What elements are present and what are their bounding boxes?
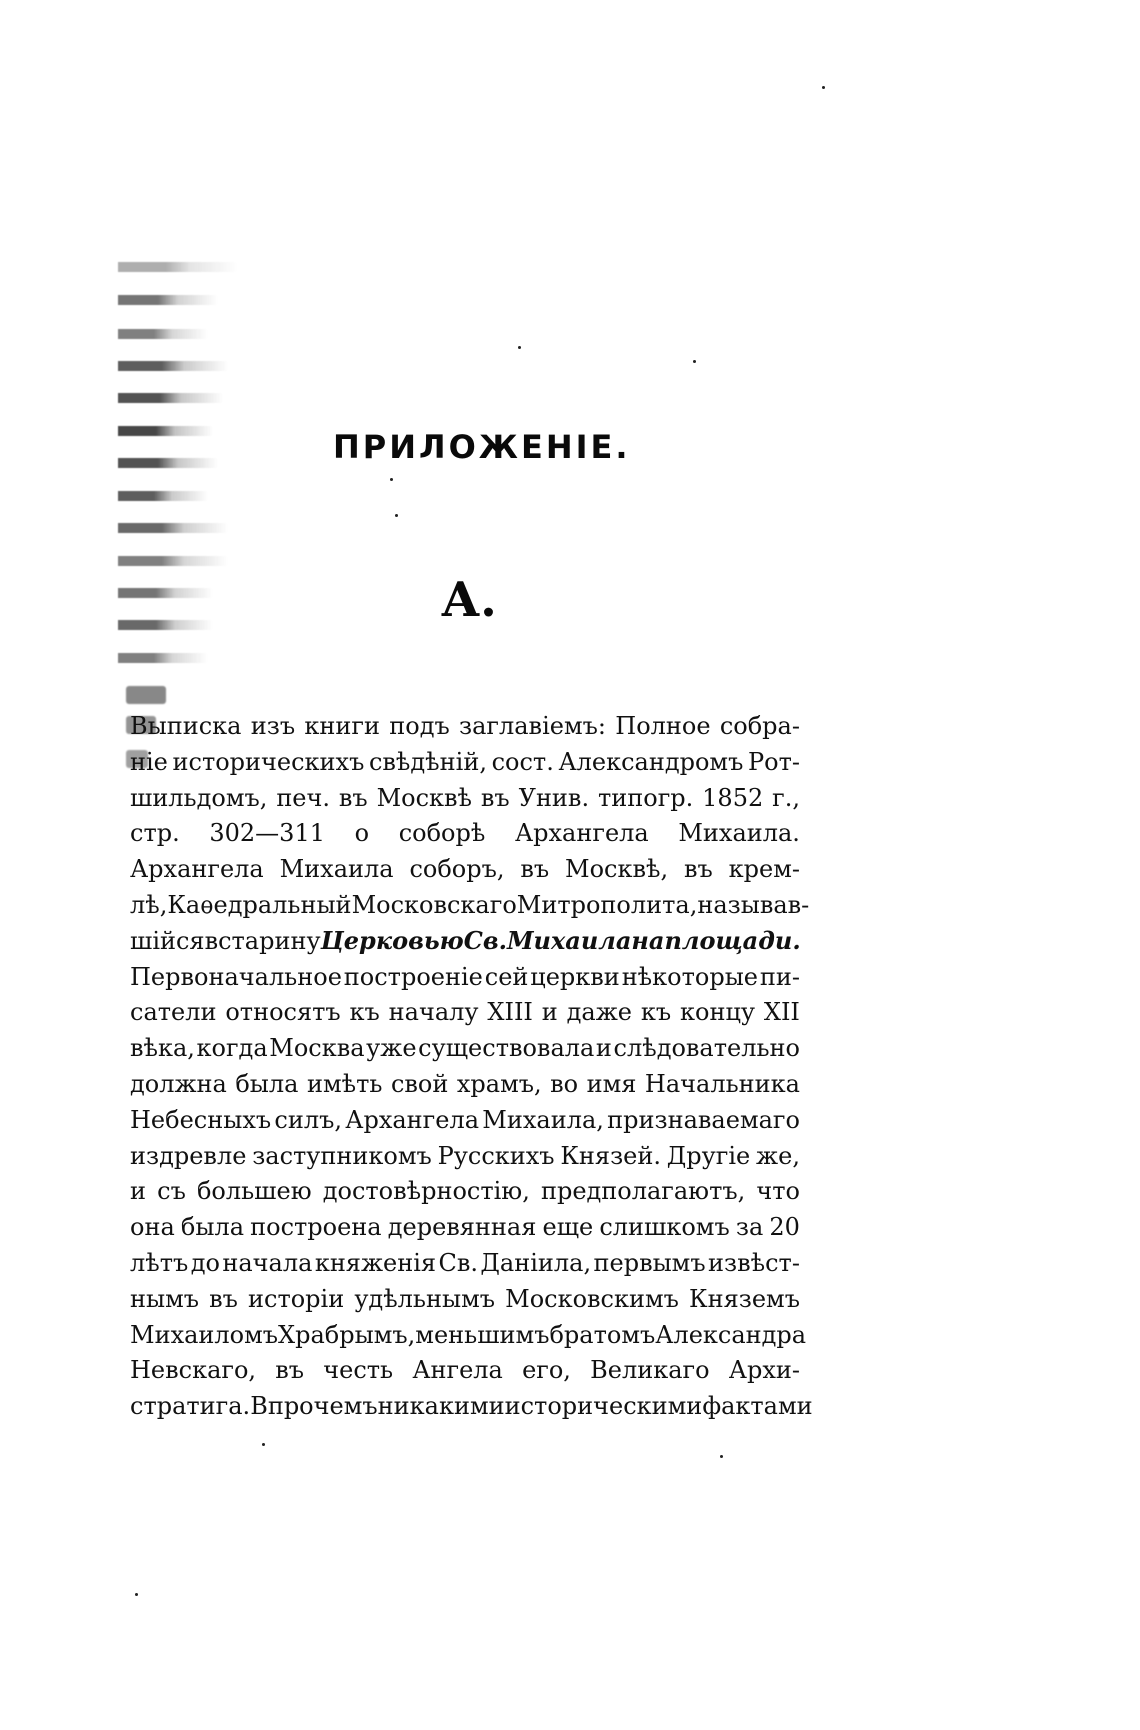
appendix-heading: ПРИЛОЖЕНІЕ. [333, 428, 631, 466]
text-line: шильдомъ, печ. въ Москвѣ въ Унив. типогр. 1852 г., [130, 783, 800, 812]
text-line: Невскаго, въ честь Ангела его, Великаго Архи- [130, 1356, 800, 1385]
text-line: сатели относятъ къ началу XIII и даже къ концу XII [130, 998, 800, 1027]
text-line: Архангела Михаила соборъ, въ Москвѣ, въ крем- [130, 855, 800, 884]
text-line: шійся встарину Церковью Св. Михаила на площади. [130, 925, 801, 955]
text-line: она была построена деревянная еще слишкомъ за 20 [130, 1213, 800, 1242]
text-line: издревле заступникомъ Русскихъ Князей. Другіе же, [130, 1141, 800, 1170]
text-line: Первоначальное построеніе сей церкви нѣкоторые пи- [130, 962, 800, 991]
text-line: Выписка изъ книги подъ заглавіемъ: Полное собра- [130, 712, 800, 740]
text-line: нымъ въ исторіи удѣльнымъ Московскимъ Княземъ [130, 1284, 800, 1313]
text-line: Михаиломъ Храбрымъ, меньшимъ братомъ Александра [130, 1320, 807, 1349]
text-line: должна была имѣть свой храмъ, во имя Начальника [130, 1070, 800, 1098]
text-line: лѣтъ до начала княженія Св. Даніила, первымъ извѣст- [130, 1249, 800, 1277]
text-line: Небесныхъ силъ, Архангела Михаила, признаваемаго [130, 1105, 800, 1134]
text-line: лѣ, Каѳедральный Московскаго Митрополита, называв- [130, 891, 810, 919]
text-line: ніе историческихъ свѣдѣній, сост. Александромъ Рот- [130, 747, 800, 776]
text-line: и съ большею достовѣрностію, предполагаютъ, что [130, 1177, 800, 1206]
text-line: стратига. Впрочемъ никакими историческими фактами [130, 1392, 813, 1421]
text-line: вѣка, когда Москва уже существовала и слѣдовательно [130, 1034, 800, 1063]
text-line: стр. 302—311 о соборѣ Архангела Михаила. [130, 819, 800, 848]
section-letter: А. [441, 572, 497, 628]
